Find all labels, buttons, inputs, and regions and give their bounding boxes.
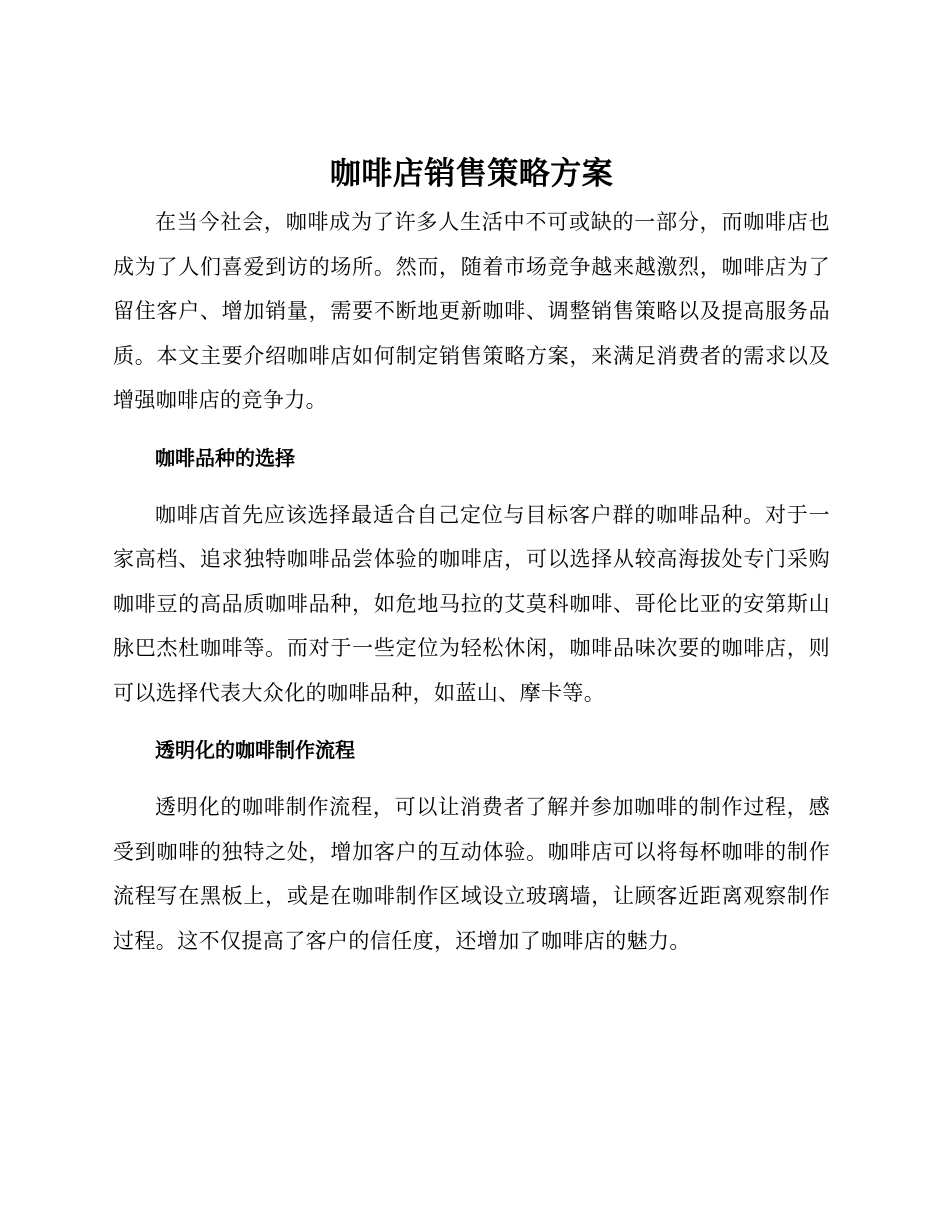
section-heading-transparent-process: 透明化的咖啡制作流程 [155, 738, 355, 762]
intro-paragraph: 在当今社会，咖啡成为了许多人生活中不可或缺的一部分，而咖啡店也成为了人们喜爱到访的场所。然而，随着市场竞争越来越激烈，咖啡店为了留住客户、增加销量，需要不断地更新咖啡、调整销售策略以及提高服务品质。本文主要介绍咖啡店如何制定销售策略方案，来满足消费者的需求以及增强咖啡店的竞争力。 [113, 210, 830, 412]
section-body-coffee-varieties: 咖啡店首先应该选择最适合自己定位与目标客户群的咖啡品种。对于一家高档、追求独特咖啡品尝体验的咖啡店，可以选择从较高海拔处专门采购咖啡豆的高品质咖啡品种，如危地马拉的艾莫科咖啡、哥伦比亚的安第斯山脉巴杰杜咖啡等。而对于一些定位为轻松休闲，咖啡品味次要的咖啡店，则可以选择代表大众化的咖啡品种，如蓝山、摩卡等。 [113, 502, 830, 705]
section-body-transparent-process: 透明化的咖啡制作流程，可以让消费者了解并参加咖啡的制作过程，感受到咖啡的独特之处，增加客户的互动体验。咖啡店可以将每杯咖啡的制作流程写在黑板上，或是在咖啡制作区域设立玻璃墙，让顾客近距离观察制作过程。这不仅提高了客户的信任度，还增加了咖啡店的魅力。 [113, 795, 830, 953]
document-title: 咖啡店销售策略方案 [329, 156, 614, 192]
section-heading-coffee-varieties: 咖啡品种的选择 [155, 445, 295, 470]
